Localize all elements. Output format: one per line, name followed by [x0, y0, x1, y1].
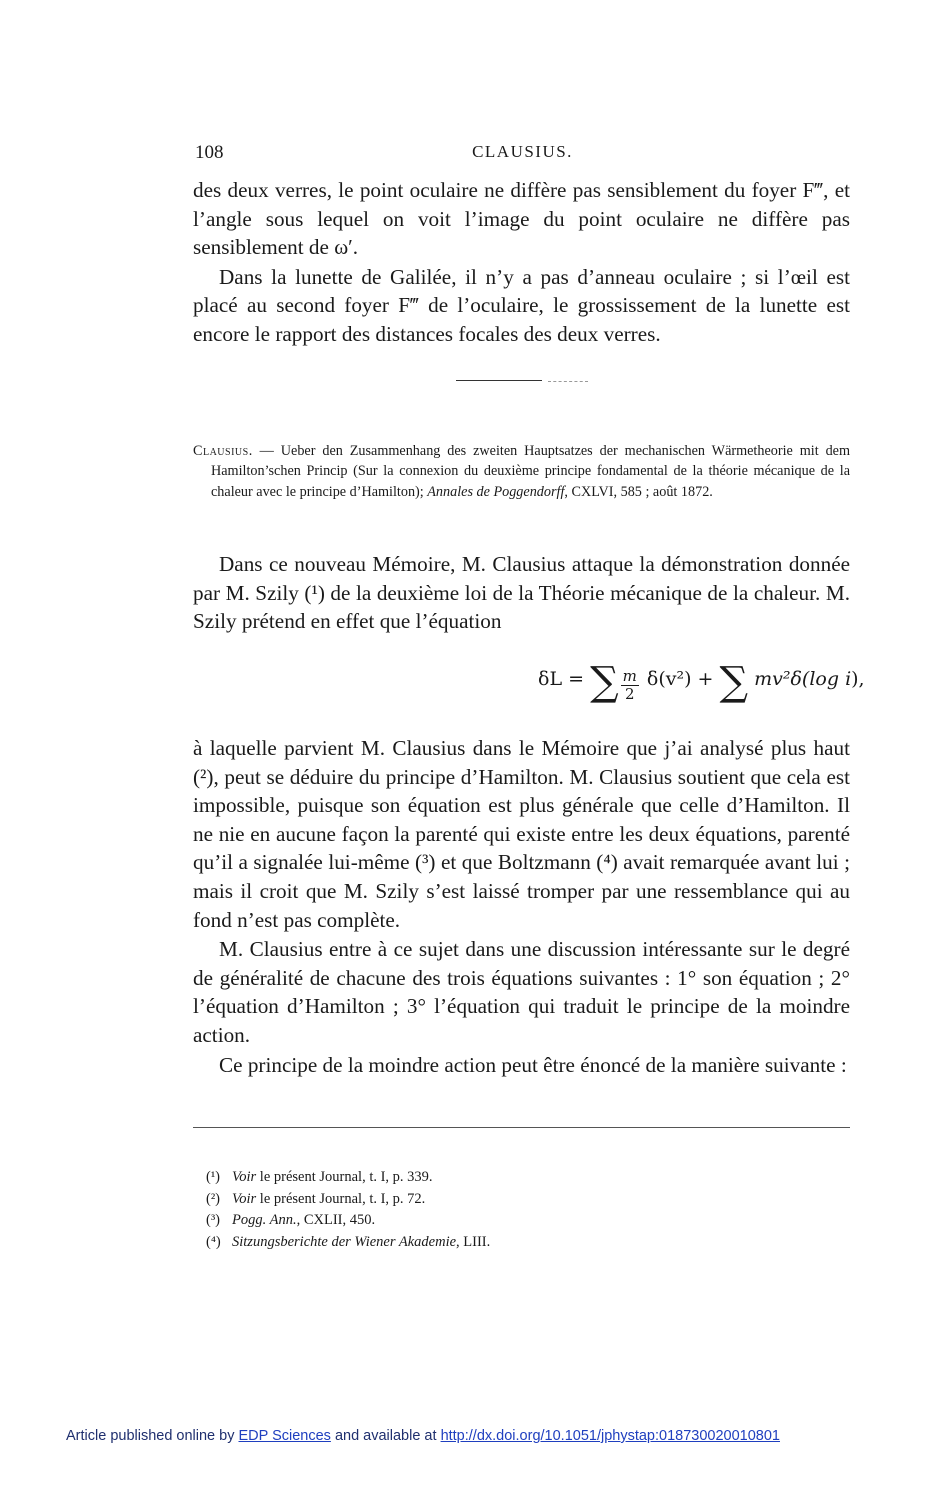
equation-content — [538, 659, 865, 705]
running-title: CLAUSIUS. — [472, 142, 573, 161]
doi-link[interactable]: http://dx.doi.org/10.1051/jphystap:018730020010801 — [440, 1428, 780, 1444]
paragraph: Dans la lunette de Galilée, il n’y a pas d’anneau oculaire ; si l’œil est placé au second foyer F‴ de l’oculaire, le grossissement de la lunette est encore le rapport des distances focales des deux verres. — [193, 264, 850, 346]
publisher-middle: and available at — [330, 1428, 441, 1444]
running-head — [195, 142, 850, 168]
fraction — [621, 668, 639, 703]
paragraph: des deux verres, le point oculaire ne diffère pas sensiblement du foyer F‴, et l’angle sous lequel on voit l’image du point oculaire ne diffère pas sensiblement de ω′. — [193, 178, 850, 260]
footnote — [206, 1189, 846, 1211]
section-separator-tail — [548, 381, 588, 383]
footnote-mark: (⁴) — [206, 1233, 221, 1250]
publisher-footer — [66, 1428, 780, 1444]
display-equation — [193, 659, 865, 720]
footnote-italic: Pogg. Ann. — [232, 1212, 297, 1228]
citation-journal: Annales de Poggendorff — [427, 483, 565, 500]
paragraph: Ce principe de la moindre action peut être énoncé de la manière suivante : — [219, 1052, 847, 1077]
footnote — [206, 1210, 846, 1232]
equation-term-2c: i — [845, 668, 852, 690]
footnote-mark: (³) — [206, 1212, 221, 1228]
footnotes — [206, 1167, 846, 1253]
publisher-prefix: Article published online by — [66, 1428, 239, 1444]
footnote-mark: (¹) — [206, 1169, 221, 1185]
footnote-italic: Sitzungsberichte der Wiener Akademie — [232, 1233, 457, 1250]
paragraph: Dans ce nouveau Mémoire, M. Clausius attaque la démonstration donnée par M. Szily (¹) de la deuxième loi de la Théorie mécanique de la chaleur. M. Szily prétend en effet que l’équation — [193, 552, 850, 634]
text-block-intro — [193, 550, 850, 636]
footnote-separator — [193, 1127, 850, 1129]
paragraph: M. Clausius entre à ce sujet dans une discussion intéressante sur le degré de généralité de chacune des trois équations suivantes : 1° son équation ; 2° l’équation d’Hamilton ; 3° l’équation qui traduit le principe de la moindre action. — [193, 937, 850, 1047]
publisher-link[interactable]: EDP Sciences — [238, 1428, 331, 1444]
equation-term-2d: ), — [851, 668, 865, 690]
citation-details: , CXLVI, 585 ; août 1872. — [564, 483, 713, 500]
fraction-numerator: m — [622, 667, 637, 685]
footnote-text: , LIII. — [456, 1233, 491, 1250]
footnote-mark: (²) — [206, 1190, 221, 1207]
footnote-italic: Voir — [232, 1169, 257, 1185]
footnote-text: le présent Journal, t. I, p. 339. — [256, 1169, 433, 1185]
equation-term-1: δ(v²) + — [640, 668, 720, 690]
equation-term-2a: m — [748, 668, 773, 690]
footnote-text: le présent Journal, t. I, p. 72. — [256, 1190, 426, 1207]
section-separator — [456, 380, 542, 381]
footnote-text: , CXLII, 450. — [296, 1212, 376, 1228]
fraction-denominator: 2 — [624, 685, 635, 703]
summation-sign: ∑ — [719, 659, 749, 705]
footnote-italic: Voir — [232, 1190, 257, 1207]
text-block-discussion — [193, 734, 850, 1079]
equation-term-2b: v²δ(log — [772, 668, 846, 690]
equation-lhs: δL = — [538, 668, 591, 690]
citation-author: Clausius. — [193, 443, 253, 459]
footnote — [206, 1232, 846, 1254]
page-number: 108 — [195, 142, 224, 163]
summation-sign: ∑ — [590, 659, 619, 705]
footnote — [206, 1167, 846, 1189]
citation-entry — [193, 441, 850, 502]
citation-text: Ueber den Zusammenhang des zweiten Hauptsatzes der mechanischen Wärmetheorie mit dem Hamilton’schen Princip (Sur la connexion du deuxième principe fondamental de la théorie mécanique de la chaleur avec le principe d’Hamilton); — [211, 443, 850, 500]
citation-dash: — — [252, 443, 281, 459]
text-block-galilee — [193, 176, 850, 349]
bibliographic-citation — [193, 441, 850, 502]
paragraph: à laquelle parvient M. Clausius dans le Mémoire que j’ai analysé plus haut (²), peut se déduire du principe d’Hamilton. M. Clausius soutient que cela est impossible, puisque son équation est plus générale que celle d’Hamilton. Il ne nie en aucune façon la parenté qui existe entre les deux équations, parenté qu’il a signalée lui-même (³) et que Boltzmann (⁴) avait remarquée avant lui ; mais il croit que M. Szily s’est laissé tromper par une ressemblance qui au fond n’est pas complète. — [193, 736, 850, 932]
